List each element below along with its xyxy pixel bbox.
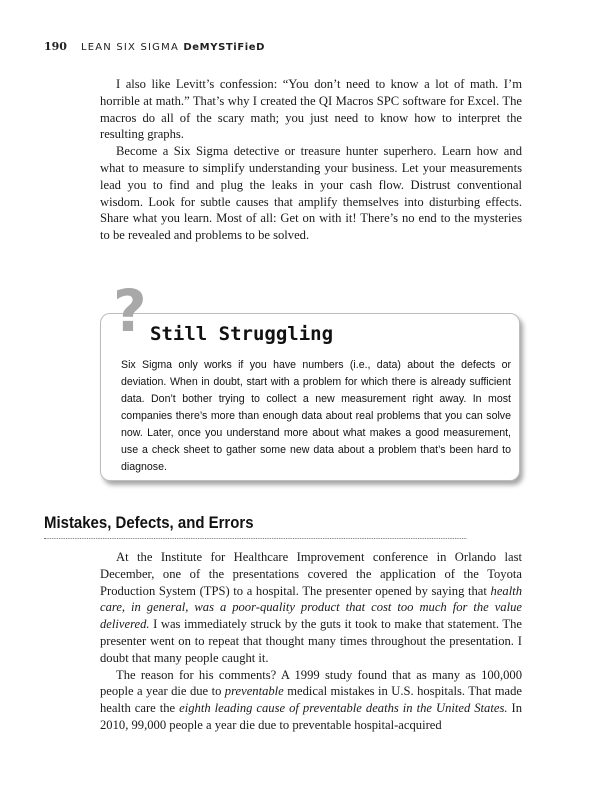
page-number: 190 [44, 40, 67, 53]
paragraph [100, 667, 522, 734]
callout-title: Still Struggling [150, 323, 334, 345]
still-struggling-callout [100, 277, 520, 481]
section-text [100, 549, 522, 734]
text-run: At the Institute for Healthcare Improvement conference in Orlando last December, one of the presentations covered the application of the Toyota Production System (TPS) to a hospital. The presenter opened by saying that [100, 550, 522, 598]
running-head [44, 40, 265, 53]
emphasis: preventable [224, 684, 284, 699]
book-title-brand: DeMYSTiFieD [183, 42, 266, 53]
paragraph: I also like Levitt’s confession: “You don’t need to know a lot of math. I’m horrible at math.” That’s why I created the QI Macros SPC software for Excel. The macros do all of the scary math; you just need to know how to interpret the resulting graphs. [100, 77, 522, 142]
emphasis: eighth leading cause of preventable deaths in the United States. [179, 701, 508, 716]
paragraph [100, 549, 522, 667]
book-title-main: LEAN SIX SIGMA [80, 42, 179, 53]
text-run: In 2010, 99,000 people a year die due to preventable hospital-acquired [100, 701, 522, 732]
text-run: I was immediately struck by the guts it took to make that statement. The presenter went on to repeat that thought many times throughout the presentation. I doubt that many people caught it. [100, 617, 522, 665]
question-mark-icon: ? [113, 277, 147, 345]
emphasis: health care, in general, was a poor-quality product that cost too much for the value delivered. [100, 583, 522, 632]
text-run: medical mistakes in U.S. hospitals. That made health care the [100, 684, 522, 716]
intro-text [100, 76, 522, 244]
callout-body: Six Sigma only works if you have numbers (i.e., data) about the defects or deviation. When in doubt, start with a problem for which there is already sufficient data. Don’t bother trying to collect a new measurement right away. In most companies there’s more than enough data about real problems that you can solve now. Later, once you understand more about what makes a good measurement, use a check sheet to gather some new data about a problem that’s been hard to diagnose. [121, 359, 511, 473]
text-run: The reason for his comments? A 1999 study found that as many as 100,000 people a year die due to [100, 667, 522, 699]
book-title [81, 42, 265, 53]
paragraph: Become a Six Sigma detective or treasure hunter superhero. Learn how and what to measure to simplify understanding your business. Let your measurements lead you to find and plug the leaks in your cash flow. Distrust conventional wisdom. Look for subtle causes that amplify themselves into disturbing effects. Share what you learn. Most of all: Get on with it! There’s no end to the mysteries to be revealed and problems to be solved. [100, 144, 522, 243]
section-heading: Mistakes, Defects, and Errors [44, 513, 466, 539]
